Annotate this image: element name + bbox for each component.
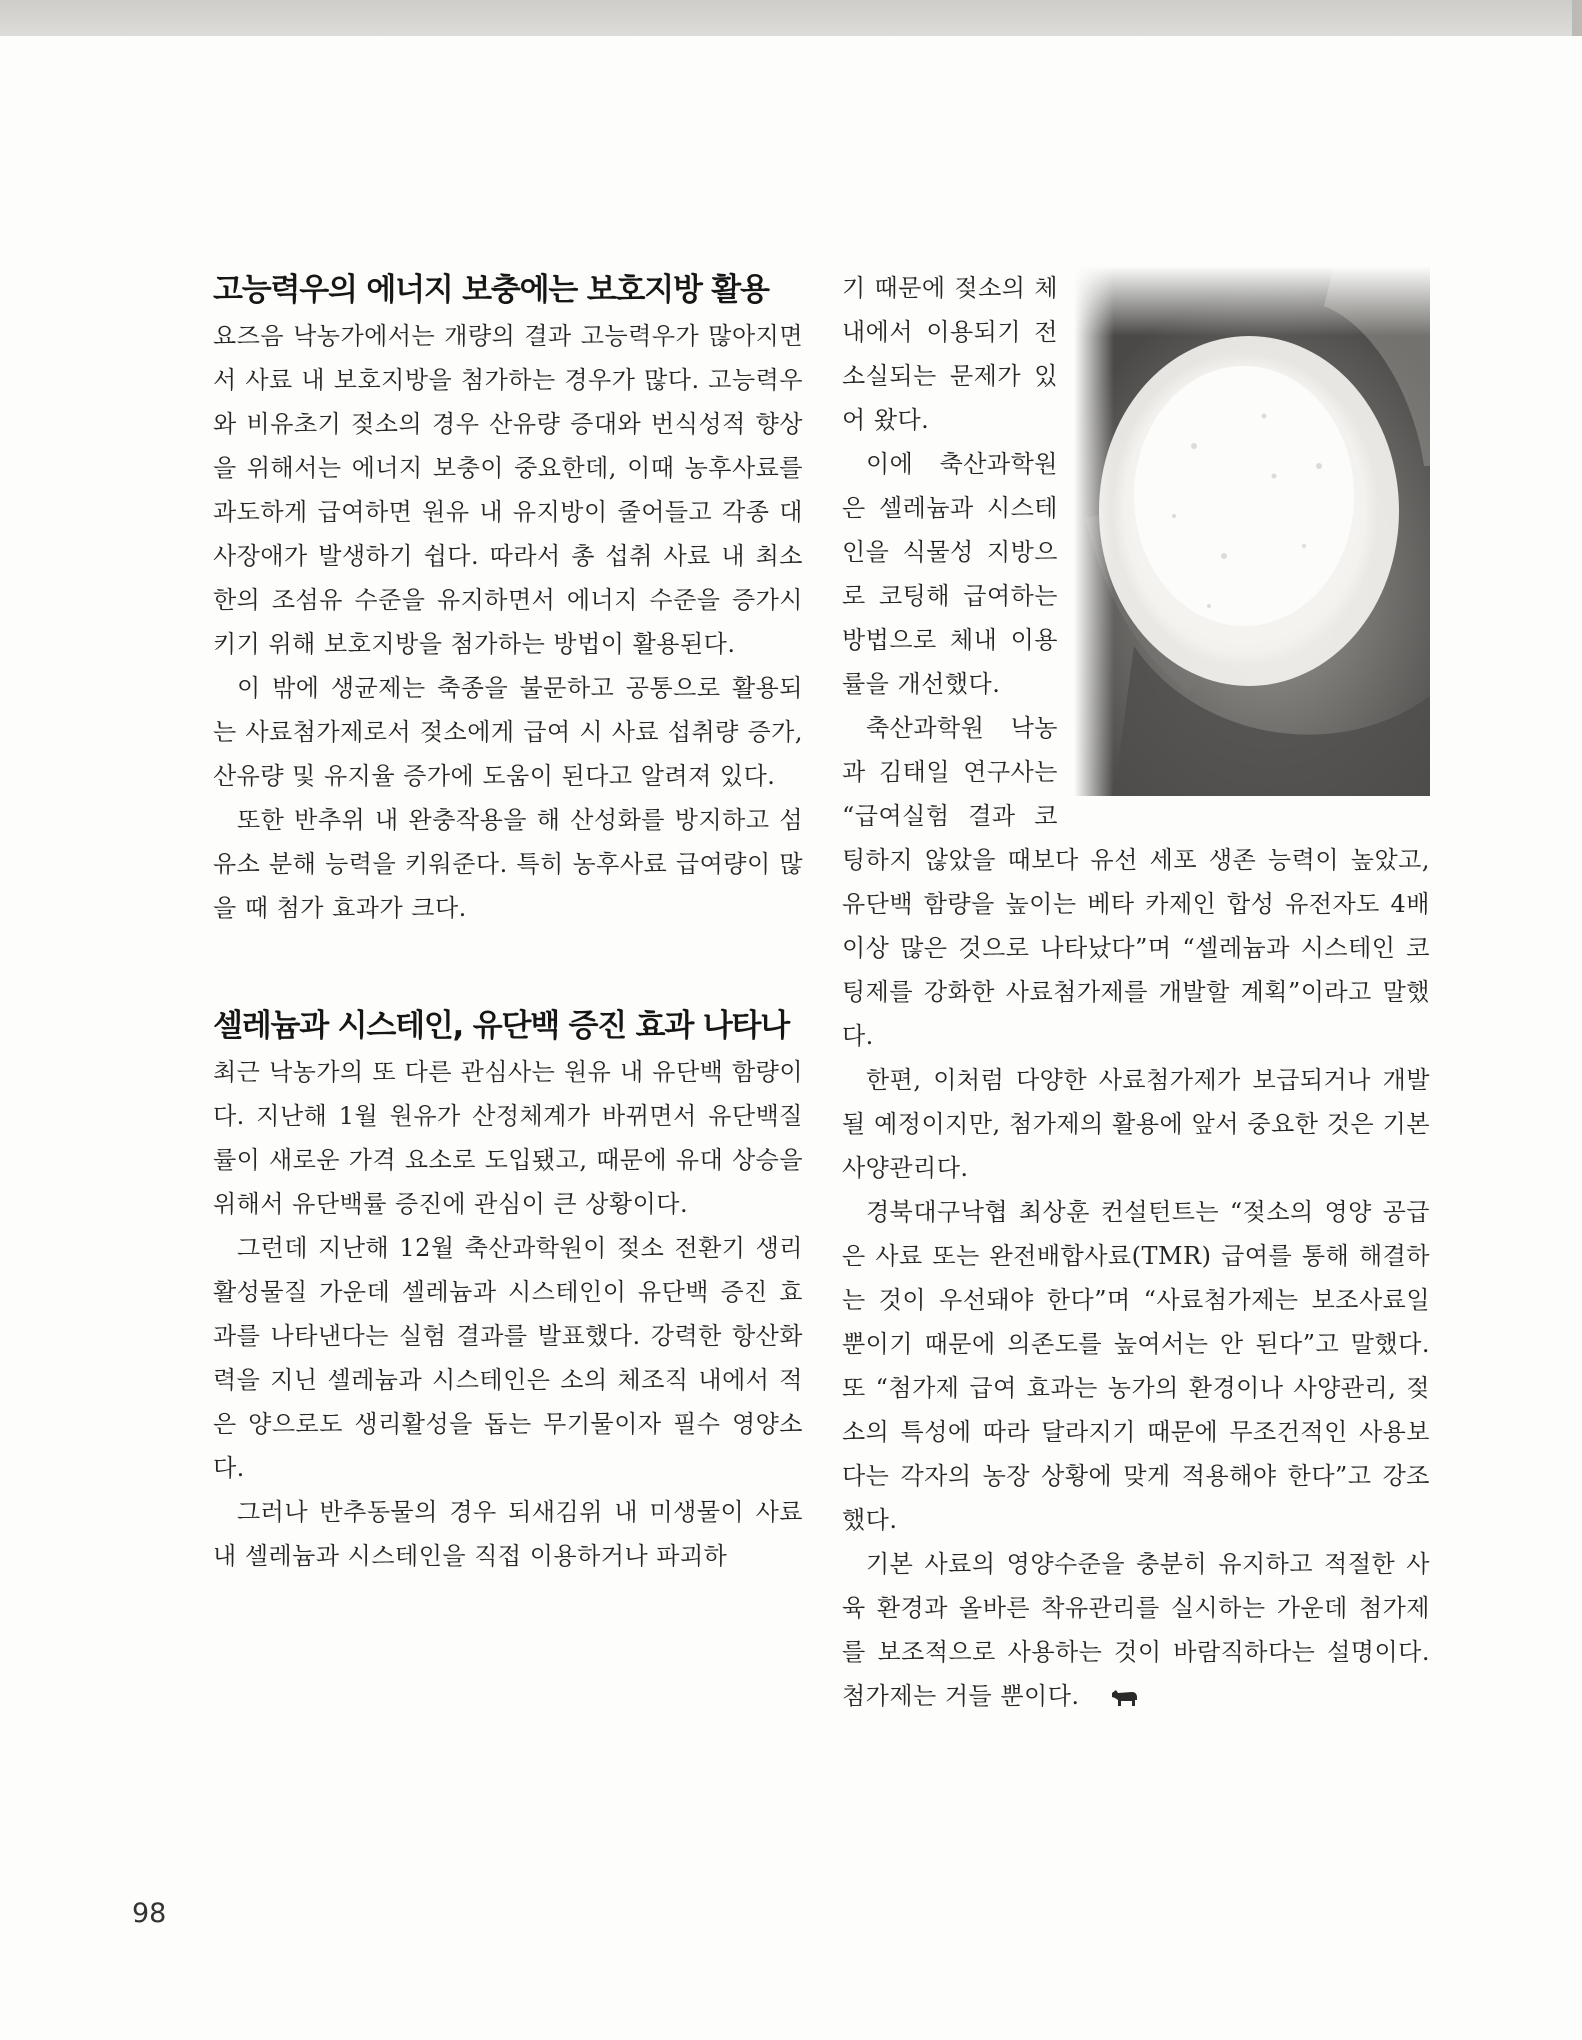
paragraph-text: 기본 사료의 영양수준을 충분히 유지하고 적절한 사육 환경과 올바른 착유관리를 실시하는 가운데 첨가제를 보조적으로 사용하는 것이 바람직하다는 설명이다. 첨가제는 거들 뿐이다. xyxy=(842,1550,1430,1710)
paragraph: 그런데 지난해 12월 축산과학원이 젖소 전환기 생리활성물질 가운데 셀레늄과 시스테인이 유단백 증진 효과를 나타낸다는 실험 결과를 발표했다. 강력한 항산화력을 지닌 셀레늄과 시스테인은 소의 체조직 내에서 적은 양으로도 생리활성을 돕는 무기물이자 필수 영양소다. xyxy=(213,1234,803,1482)
scan-top-edge-shadow xyxy=(1572,0,1582,36)
paragraph: 그러나 반추동물의 경우 되새김위 내 미생물이 사료 내 셀레늄과 시스테인을 직접 이용하거나 파괴하 xyxy=(213,1498,803,1570)
section-heading-protected-fat: 고능력우의 에너지 보충에는 보호지방 활용 xyxy=(213,272,769,308)
paragraph: 요즈음 낙농가에서는 개량의 결과 고능력우가 많아지면서 사료 내 보호지방을 첨가하는 경우가 많다. 고능력우와 비유초기 젖소의 경우 산유량 증대와 번식성적 향상을 위해서는 에너지 보충이 중요한데, 이때 농후사료를 과도하게 급여하면 원유 내 유지방이 줄어들고 각종 대사장애가 발생하기 쉽다. 따라서 총 섭취 사료 내 최소한의 조섬유 수준을 유지하면서 에너지 수준을 증가시키기 위해 보호지방을 첨가하는 방법이 활용된다. xyxy=(213,322,803,658)
section-heading-selenium-cysteine: 셀레늄과 시스테인, 유단백 증진 효과 나타나 xyxy=(213,1008,789,1044)
left-column xyxy=(213,266,803,1578)
paragraph-continued: 기 때문에 젖소의 체내에서 이용되기 전 소실되는 문제가 있어 왔다. xyxy=(842,274,1058,434)
cow-icon xyxy=(1086,1677,1140,1721)
paragraph: 이 밖에 생균제는 축종을 불문하고 공통으로 활용되는 사료첨가제로서 젖소에게 급여 시 사료 섭취량 증가, 산유량 및 유지율 증가에 도움이 된다고 알려져 있다. xyxy=(213,674,803,790)
scan-top-edge xyxy=(0,0,1582,36)
paragraph: 경북대구낙협 최상훈 컨설턴트는 “젖소의 영양 공급은 사료 또는 완전배합사료(TMR) 급여를 통해 해결하는 것이 우선돼야 한다”며 “사료첨가제는 보조사료일 뿐이기 때문에 의존도를 높여서는 안 된다”고 말했다. 또 “첨가제 급여 효과는 농가의 환경이나 사양관리, 젖소의 특성에 따라 달라지기 때문에 무조건적인 사용보다는 각자의 농장 상황에 맞게 적용해야 한다”고 강조했다. xyxy=(842,1198,1430,1534)
paragraph: 축산과학원 낙농과 김태일 연구사는 “급여실험 결과 코팅하지 않았을 때보다 유선 세포 생존 능력이 높았고, 유단백 함량을 높이는 베타 카제인 합성 유전자도 4배 이상 많은 것으로 나타났다”며 “셀레늄과 시스테인 코팅제를 강화한 사료첨가제를 개발할 계획”이라고 말했다. xyxy=(842,714,1430,1050)
paragraph: 한편, 이처럼 다양한 사료첨가제가 보급되거나 개발될 예정이지만, 첨가제의 활용에 앞서 중요한 것은 기본 사양관리다. xyxy=(842,1066,1430,1182)
page-number: 98 xyxy=(132,1898,167,1929)
right-column xyxy=(842,266,1430,1721)
hands-holding-feed-powder-photo xyxy=(1074,266,1430,796)
paragraph: 최근 낙농가의 또 다른 관심사는 원유 내 유단백 함량이다. 지난해 1월 원유가 산정체계가 바뀌면서 유단백질률이 새로운 가격 요소로 도입됐고, 때문에 유대 상승을 위해서 유단백률 증진에 관심이 큰 상황이다. xyxy=(213,1058,803,1218)
paragraph-last xyxy=(842,1542,1430,1721)
paragraph: 이에 축산과학원은 셀레늄과 시스테인을 식물성 지방으로 코팅해 급여하는 방법으로 체내 이용률을 개선했다. xyxy=(842,450,1058,698)
paragraph: 또한 반추위 내 완충작용을 해 산성화를 방지하고 섬유소 분해 능력을 키워준다. 특히 농후사료 급여량이 많을 때 첨가 효과가 크다. xyxy=(213,806,803,922)
